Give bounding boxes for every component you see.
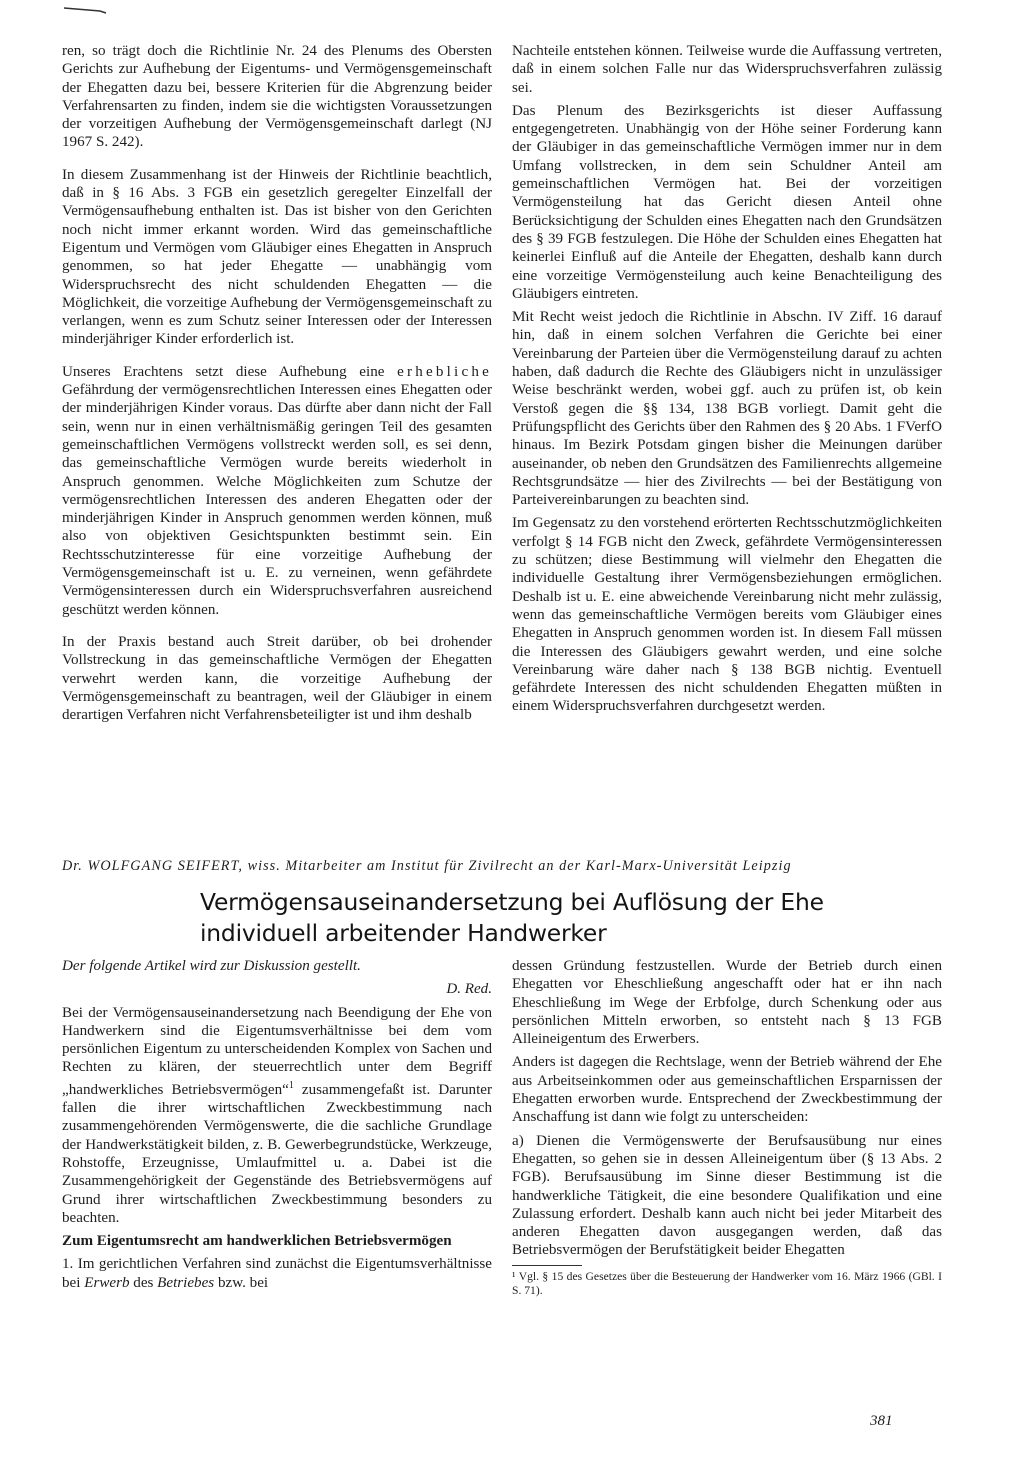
section-heading: Zum Eigentumsrecht am handwerklichen Betriebsvermögen <box>62 1233 452 1250</box>
paragraph: Anders ist dagegen die Rechtslage, wenn der Betrieb während der Ehe aus Arbeitseinkommen oder aus gemeinschaftlichen Ersparnissen der Ehegatten erworben wurde. Entsprechend der Zweckbestimmung der Anschaffung ist dann wie folgt zu unterscheiden: <box>512 1054 942 1126</box>
text-run: Bei der Vermögensauseinandersetzung nach Beendigung der Ehe von Handwerkern sind die Eigentumsverhältnisse bei dem vom persönlichen Eigentum zu unterscheidenden Komplex von Sachen und Rechten zu klären, der steuerrechtlich unter dem Begriff „handwerkliches Betriebsvermögen“ <box>62 1004 492 1098</box>
text-run: des <box>129 1274 158 1291</box>
emphasis: Betriebes <box>157 1274 215 1291</box>
editorial-signature: D. Red. <box>446 981 492 998</box>
footnote: ¹ Vgl. § 15 des Gesetzes über die Besteuerung der Handwerker vom 16. März 1966 (GBl. I S. 71). <box>512 1269 942 1297</box>
author-byline: Dr. WOLFGANG SEIFERT, wiss. Mitarbeiter am Institut für Zivilrecht an der Karl-Marx-Universität Leipzig <box>62 858 792 874</box>
ink-mark <box>62 5 107 14</box>
spaced-emphasis: erhebliche <box>397 363 492 380</box>
paragraph: Im Gegensatz zu den vorstehend erörterten Rechtsschutzmöglichkeiten verfolgt § 14 FGB nicht den Zweck, gefährdete Vermögensinteressen zu schützen; diese Bestimmung will vielmehr den Ehegatten die individuelle Gestaltung ihrer Vermögensbeziehungen ermöglichen. Deshalb ist u. E. eine abweichende Vereinbarung nicht mehr zulässig, wenn das gemeinschaftliche Vermögen bereits vom Gläubiger eines Ehegatten in Anspruch genommen worden ist. In diesem Fall müssen die Interessen des Gläubigers gewahrt werden, und eine solche Vereinbarung wäre daher nach § 138 BGB nichtig. Eventuell gefährdete Interessen des nicht schuldenden Ehegatten müßten in einem Widerspruchsverfahren durchgesetzt werden. <box>512 515 942 715</box>
title-line: individuell arbeitender Handwerker <box>200 919 607 947</box>
paragraph: dessen Gründung festzustellen. Wurde der Betrieb durch einen Ehegatten vor Eheschließung angeschafft oder hat er ihn nach Eheschließung im Wege der Erbfolge, durch Schenkung oder aus persönlichen Mitteln erworben, so entsteht nach § 13 FGB Alleineigentum des Erwerbers. <box>512 958 942 1048</box>
paragraph: In diesem Zusammenhang ist der Hinweis der Richtlinie beachtlich, daß in § 16 Abs. 3 FGB ein gesetzlich geregelter Einzelfall der Vermögensaufhebung enthalten ist. Das ist bisher von den Gerichten noch nicht immer erkannt worden. Wird das gemeinschaftliche Eigentum und Vermögen vom Gläubiger eines Ehegatten in Anspruch genommen, so hat jeder Ehegatte — unabhängig vom Widerspruchsrecht des nicht schuldenden Ehegatten — die Möglichkeit, die vorzeitige Aufhebung der Vermögensgemeinschaft zu verlangen, wenn es zum Schutz seiner Interessen oder der Interessen minderjähriger Kinder erforderlich ist. <box>62 166 492 348</box>
text-run: Unseres Erachtens setzt diese Aufhebung eine <box>62 363 398 380</box>
paragraph <box>62 363 492 619</box>
article-title <box>200 887 920 949</box>
top-left-column <box>62 42 492 729</box>
paragraph <box>62 1004 492 1228</box>
text-run: Gefährdung der vermögensrechtlichen Interessen eines Ehegatten oder der minderjährigen Kinder voraus. Das dürfte aber dann nicht der Fall sein, wenn nur in einen verhältnismäßig geringen Teil des gesamten gemeinschaftlichen Vermögens vollstreckt werden soll, es sei denn, das gemeinschaftliche Vermögen wurde bereits wiederholt in Anspruch genommen. Welche Möglichkeiten zum Schutze der vermögensrechtlichen Interessen des anderen Ehegatten oder der minderjährigen Kinder in Anspruch genommen werden können, muß also von objektiven Gesichtspunkten bestimmt sein. Ein Rechtsschutzinteresse für eine vorzeitige Aufhebung der Vermögensgemeinschaft ist u. E. zu verneinen, wenn gefährdete Vermögensinteressen durch ein Widerspruchsverfahren ausreichend geschützt werden können. <box>62 382 492 618</box>
paragraph: Nachteile entstehen können. Teilweise wurde die Auffassung vertreten, daß in einem solchen Falle nur das Widerspruchsverfahren zulässig sei. <box>512 43 942 96</box>
bottom-right-column <box>512 957 942 1303</box>
paragraph: In der Praxis bestand auch Streit darüber, ob bei drohender Vollstreckung in das gemeinschaftliche Vermögen der Ehegatten verwehrt werden kann, die vorzeitige Aufhebung der Vermögensgemeinschaft zu beantragen, weil der Gläubiger in einem derartigen Verfahren nicht Verfahrensbeteiligter ist und ihm deshalb <box>62 633 492 724</box>
emphasis: Erwerb <box>84 1274 130 1291</box>
title-line: Vermögensauseinandersetzung bei Auflösung der Ehe <box>200 888 824 916</box>
footnote-divider <box>512 1265 582 1266</box>
paragraph: ren, so trägt doch die Richtlinie Nr. 24 des Plenums des Obersten Gerichts zur Aufhebung der Eigentums- und Vermögensgemeinschaft der Ehegatten dazu bei, bessere Kriterien für die Abgrenzung beider Verfahrensarten zu finden, indem sie die wichtigsten Voraussetzungen der vorzeitigen Aufhebung der Vermögensgemeinschaft darlegt (NJ 1967 S. 242). <box>62 43 492 151</box>
paragraph: Mit Recht weist jedoch die Richtlinie in Abschn. IV Ziff. 16 darauf hin, daß in einem solchen Verfahren die Gerichte bei einer Vereinbarung der Parteien über die Vermögensteilung darauf zu achten haben, daß dadurch die Rechte des Gläubigers nicht in unzulässiger Weise beschränkt werden, wobei ggf. auch zu prüfen ist, ob kein Verstoß gegen die §§ 134, 138 BGB vorliegt. Damit geht die Prüfungspflicht des Gerichts über den Rahmen des § 20 Abs. 1 FVerfO hinaus. Im Bezirk Potsdam gingen bisher die Meinungen darüber auseinander, ob neben den Grundsätzen des Familienrechts allgemeine Rechtsgrundsätze — hier des Zivilrechts — bei der Bestätigung von Parteivereinbarungen zu beachten sind. <box>512 309 942 509</box>
page-number: 381 <box>870 1413 893 1429</box>
text-run: zusammengefaßt ist. Darunter fallen die ihrer wirtschaftlichen Zweckbestimmung nach zusammengehörenden Vermögenswerte, die die sachliche Grundlage der Handwerkstätigkeit bilden, z. B. Gewerbegrundstücke, Werkzeuge, Rohstoffe, Erzeugnisse, Umlaufmittel u. a. Dabei ist die Zusammengehörigkeit der Gegenstände des Betriebsvermögens auf Grund ihrer wirtschaftlichen Zweckbestimmung besonders zu beachten. <box>62 1081 492 1226</box>
footnote-ref: 1 <box>288 1079 294 1091</box>
paragraph: a) Dienen die Vermögenswerte der Berufsausübung nur eines Ehegatten, so gehen sie in dessen Alleineigentum über (§ 13 Abs. 2 FGB). Berufsausübung im Sinne dieser Bestimmung ist die handwerkliche Tätigkeit, die eine besondere Qualifikation und eine Zulassung erfordert. Deshalb kann auch nicht bei jeder Mitarbeit des anderen Ehegatten davon ausgegangen werden, daß das Betriebsvermögen der Berufstätigkeit beider Ehegatten <box>512 1132 942 1259</box>
editorial-note: Der folgende Artikel wird zur Diskussion gestellt. <box>62 958 361 974</box>
top-right-column <box>512 42 942 721</box>
text-run: bzw. bei <box>214 1274 269 1291</box>
paragraph: Das Plenum des Bezirksgerichts ist dieser Auffassung entgegengetreten. Unabhängig von der Höhe seiner Forderung kann der Gläubiger in das gemeinschaftliche Vermögen immer nur in dem Umfang vollstrecken, in dem sein Schuldner Anteil am gemeinschaftlichen Vermögen hat. Bei der vorzeitigen Vermögensteilung hat das Gericht diesen Anteil ohne Berücksichtigung der Schulden eines Ehegatten nach den Grundsätzen des § 39 FGB festzulegen. Die Höhe der Schulden eines Ehegatten hat keinerlei Einfluß auf die Anteile der Ehegatten, deshalb kann durch eine vorzeitige Vermögensteilung auch keine Benachteiligung des Gläubigers eintreten. <box>512 102 942 302</box>
bottom-left-column <box>62 957 492 1297</box>
paragraph <box>62 1255 492 1292</box>
text-run: 1. Im gerichtlichen Verfahren sind zunächst die Eigentumsverhältnisse bei <box>62 1256 492 1291</box>
